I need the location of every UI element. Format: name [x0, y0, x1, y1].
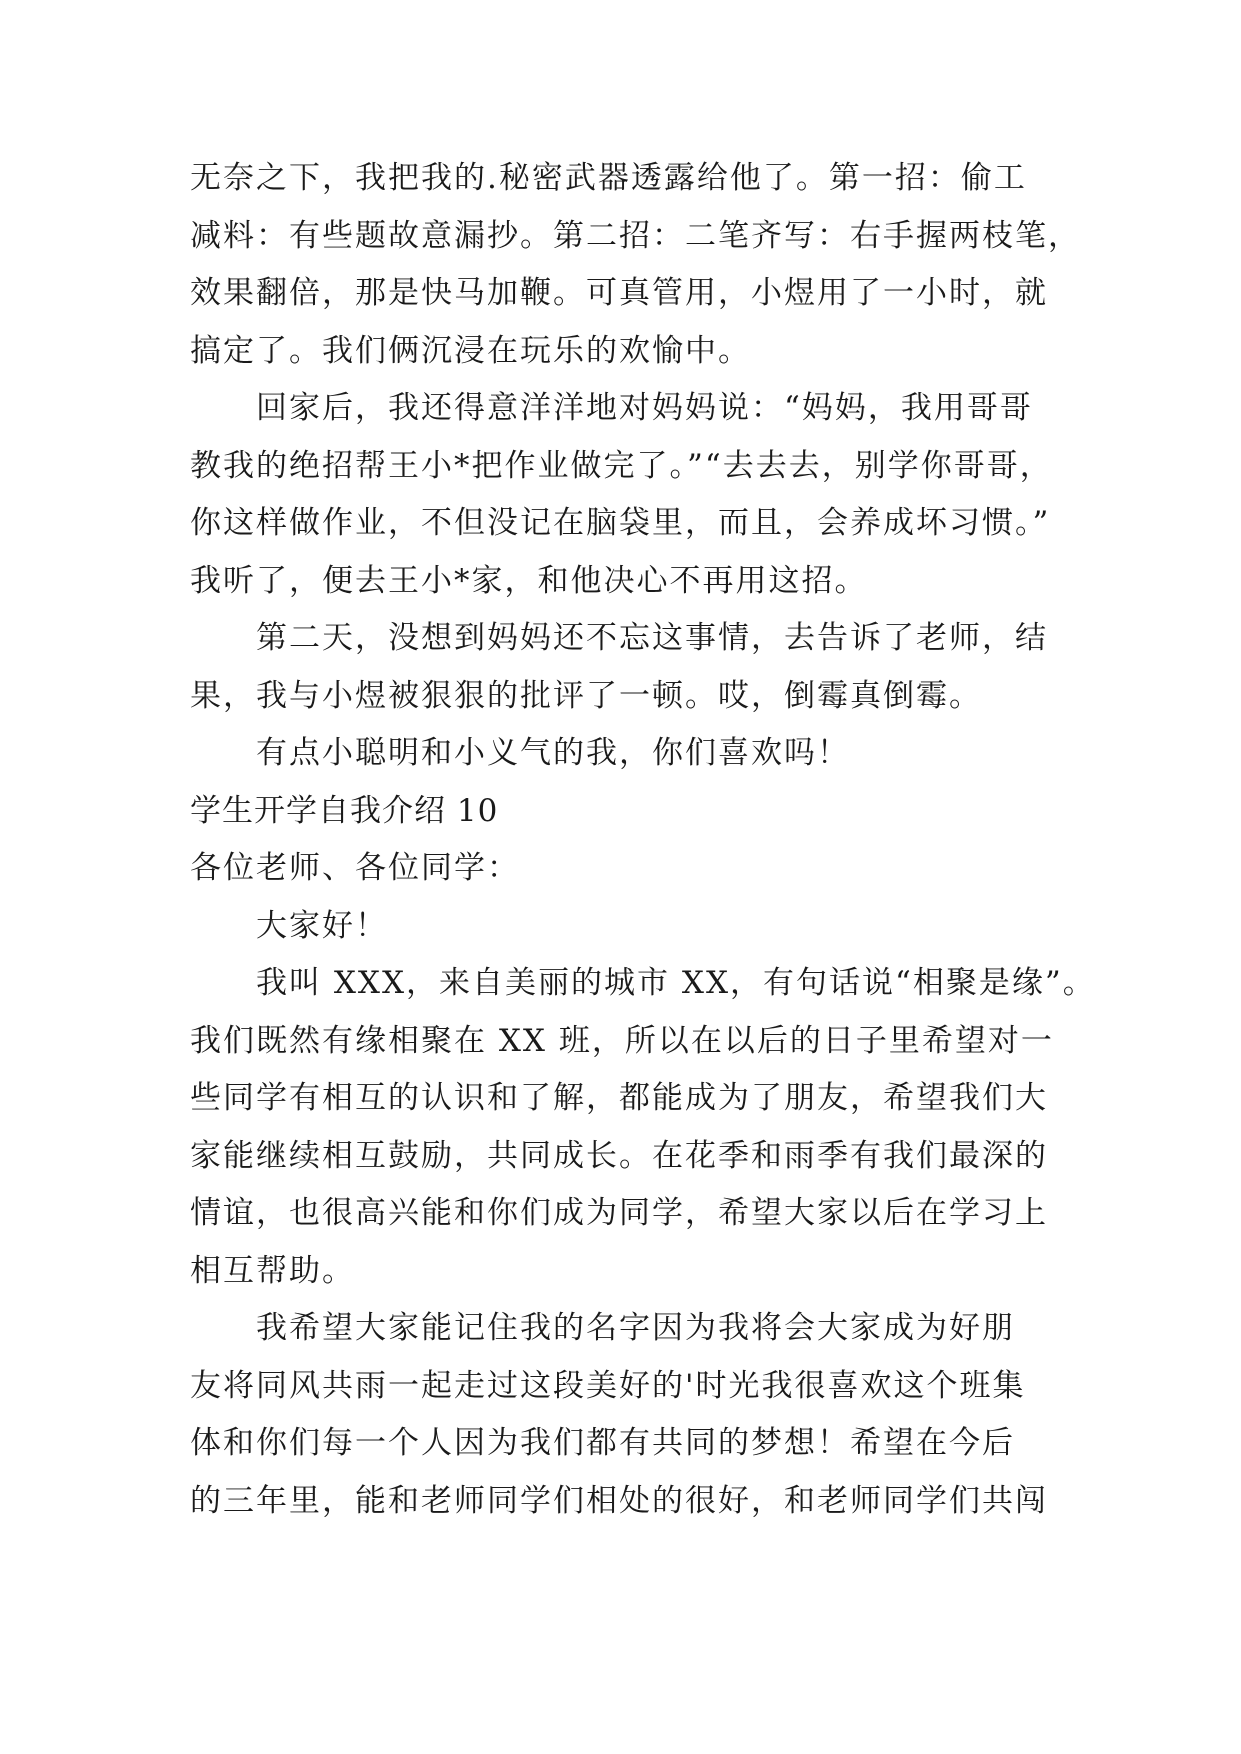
paragraph-first-line: 有点小聪明和小义气的我，你们喜欢吗！: [256, 735, 850, 771]
greeting: 大家好！: [256, 907, 388, 944]
text-line: 你这样做作业，不但没记在脑袋里，而且，会养成坏习惯。”: [190, 505, 1051, 541]
section-heading: 学生开学自我介绍 10: [190, 792, 499, 829]
paragraph-first-line: 第二天，没想到妈妈还不忘这事情，去告诉了老师，结: [256, 620, 1048, 656]
text-line: 的三年里，能和老师同学们相处的很好，和老师同学们共闯: [190, 1482, 1048, 1519]
text-line: 家能继续相互鼓励，共同成长。在花季和雨季有我们最深的: [190, 1137, 1048, 1174]
text-line: 相互帮助。: [190, 1252, 355, 1289]
text-line: 教我的绝招帮王小*把作业做完了。”“去去去，别学你哥哥，: [190, 447, 1053, 484]
paragraph-first-line: 我叫 XXX，来自美丽的城市 XX，有句话说“相聚是缘”。: [256, 965, 1096, 1001]
text-line: 我听了，便去王小*家，和他决心不再用这招。: [190, 562, 868, 599]
text-line: 效果翻倍，那是快马加鞭。可真管用，小煜用了一小时，就: [190, 275, 1048, 311]
text-line: 体和你们每一个人因为我们都有共同的梦想！希望在今后: [190, 1425, 1015, 1461]
text-line: 无奈之下，我把我的.秘密武器透露给他了。第一招：偷工: [190, 160, 1027, 196]
text-line: 减料：有些题故意漏抄。第二招：二笔齐写：右手握两枝笔，: [190, 217, 1081, 254]
text-line: 搞定了。我们俩沉浸在玩乐的欢愉中。: [190, 332, 751, 369]
salutation: 各位老师、各位同学：: [190, 850, 520, 886]
text-line: 果，我与小煜被狠狠的批评了一顿。哎，倒霉真倒霉。: [190, 677, 982, 714]
text-line: 友将同风共雨一起走过这段美好的'时光我很喜欢这个班集: [190, 1367, 1026, 1404]
document-body: [190, 150, 1096, 1530]
paragraph-first-line: 我希望大家能记住我的名字因为我将会大家成为好朋: [256, 1310, 1015, 1346]
text-line: 情谊，也很高兴能和你们成为同学，希望大家以后在学习上: [190, 1195, 1048, 1231]
text-line: 我们既然有缘相聚在 XX 班，所以在以后的日子里希望对一: [190, 1022, 1054, 1059]
text-line: 些同学有相互的认识和了解，都能成为了朋友，希望我们大: [190, 1080, 1048, 1116]
paragraph-first-line: 回家后，我还得意洋洋地对妈妈说：“妈妈，我用哥哥: [256, 390, 1033, 426]
